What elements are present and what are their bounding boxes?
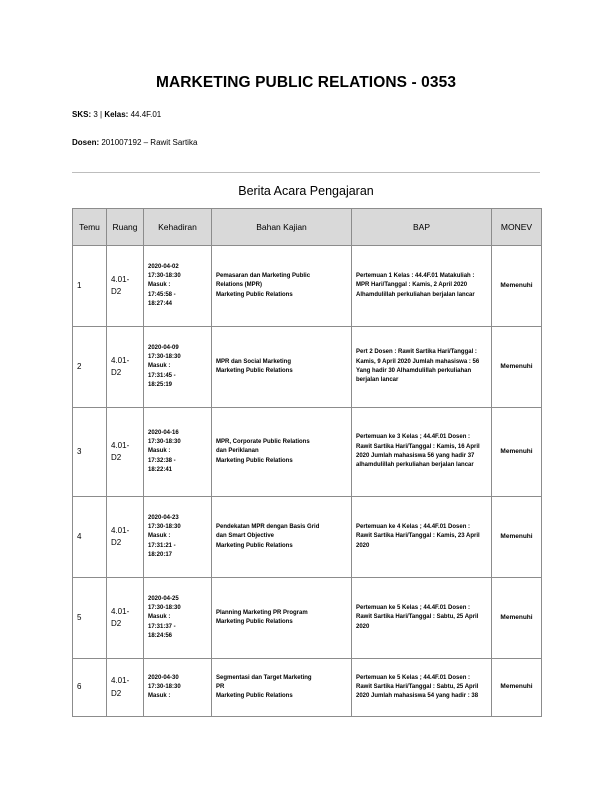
kehadiran-line: Masuk : [148, 614, 171, 621]
divider [72, 172, 540, 173]
kehadiran-line: 17:31:45 - [148, 372, 176, 379]
teaching-record-table [72, 208, 542, 717]
bahan-line: Marketing Public Relations [216, 619, 293, 625]
header-kehadiran: Kehadiran [144, 209, 212, 246]
kehadiran-line: Masuk : [148, 533, 171, 540]
monev-cell: Memenuhi [492, 659, 542, 717]
kehadiran-cell [144, 246, 212, 327]
ruang-cell [107, 408, 144, 497]
kehadiran-cell [144, 497, 212, 578]
ruang-line: 4.01- [111, 676, 130, 686]
bahan-line: Planning Marketing PR Program [216, 609, 308, 616]
dosen-value: 201007192 – Rawit Sartika [99, 138, 198, 147]
bap-text: Pert 2 Dosen : Rawit Sartika Hari/Tanggal : Kamis, 9 April 2020 Jumlah mahasiswa : 56 Yang hadir 30 Alhamdulillah perkuliahan berjalan lancar [356, 349, 480, 384]
bap-cell [352, 327, 492, 408]
ruang-line: 4.01- [111, 440, 130, 450]
bahan-line: Pemasaran dan Marketing Public [216, 273, 311, 280]
bahan-kajian-cell [212, 327, 352, 408]
header-bahan-kajian: Bahan Kajian [212, 209, 352, 246]
monev-cell: Memenuhi [492, 246, 542, 327]
bahan-line: MPR dan Social Marketing [216, 358, 292, 365]
kehadiran-line: 2020-04-30 [148, 674, 179, 681]
kehadiran-line: 2020-04-09 [148, 344, 179, 351]
temu-cell: 3 [73, 408, 107, 497]
dosen-label: Dosen: [72, 138, 100, 147]
monev-cell: Memenuhi [492, 327, 542, 408]
kehadiran-line: Masuk : [148, 693, 171, 700]
kehadiran-line: 17:30-18:30 [148, 683, 181, 690]
bahan-kajian-cell [212, 408, 352, 497]
kehadiran-cell [144, 659, 212, 717]
bahan-line: Marketing Public Relations [216, 542, 293, 549]
bahan-line: dan Smart Objective [216, 533, 275, 540]
temu-cell: 1 [73, 246, 107, 327]
table-row [73, 408, 542, 497]
sks-value: 3 | [91, 110, 105, 119]
ruang-line: 4.01- [111, 355, 130, 365]
kehadiran-line: 17:32:38 - [148, 457, 176, 464]
kehadiran-line: 2020-04-23 [148, 514, 179, 521]
lecturer-info [72, 138, 197, 147]
bahan-line: MPR, Corporate Public Relations [216, 439, 310, 446]
kehadiran-cell [144, 578, 212, 659]
ruang-line: D2 [111, 368, 122, 377]
bap-cell [352, 578, 492, 659]
kehadiran-cell [144, 408, 212, 497]
table-row [73, 497, 542, 578]
kehadiran-line: 2020-04-16 [148, 429, 179, 436]
bahan-line: Marketing Public Relations [216, 291, 293, 298]
kehadiran-line: Masuk : [148, 448, 171, 455]
bap-text: Pertemuan ke 3 Kelas ; 44.4F.01 Dosen : Rawit Sartika Hari/Tanggal : Kamis, 16 April 2020 Jumlah mahasiswa 56 yang hadir 37 alhamdulillah perkuliahan berjalan lancar [356, 434, 480, 469]
ruang-line: 4.01- [111, 274, 130, 284]
bap-text: Pertemuan 1 Kelas : 44.4F.01 Matakuliah : MPR Hari/Tanggal : Kamis, 2 April 2020 Alhamdulillah perkuliahan berjalan lancar [356, 273, 475, 298]
kehadiran-line: Masuk : [148, 363, 171, 370]
kehadiran-line: 17:30-18:30 [148, 354, 181, 361]
temu-cell: 5 [73, 578, 107, 659]
bahan-line: Marketing Public Relations [216, 368, 293, 374]
temu-cell: 6 [73, 659, 107, 717]
kehadiran-line: 17:31:21 - [148, 542, 176, 549]
kehadiran-line: Masuk : [148, 282, 171, 289]
bap-cell [352, 659, 492, 717]
table-body [73, 246, 542, 717]
kehadiran-line: 18:27:44 [148, 300, 173, 307]
kelas-value: 44.4F.01 [128, 110, 162, 119]
kehadiran-line: 17:30-18:30 [148, 524, 181, 531]
kehadiran-cell [144, 327, 212, 408]
bahan-kajian-cell [212, 497, 352, 578]
ruang-line: 4.01- [111, 525, 130, 535]
kehadiran-line: 2020-04-25 [148, 595, 179, 602]
kehadiran-line: 17:30-18:30 [148, 605, 181, 612]
ruang-cell [107, 497, 144, 578]
ruang-line: D2 [111, 619, 122, 628]
monev-cell: Memenuhi [492, 408, 542, 497]
section-title: Berita Acara Pengajaran [238, 184, 374, 198]
bahan-kajian-cell [212, 246, 352, 327]
bap-cell [352, 246, 492, 327]
kelas-label: Kelas: [104, 110, 129, 119]
header-monev: MONEV [492, 209, 542, 246]
monev-cell: Memenuhi [492, 497, 542, 578]
temu-cell: 2 [73, 327, 107, 408]
kehadiran-line: 17:31:37 - [148, 623, 176, 630]
bap-text: Pertemuan ke 5 Kelas ; 44.4F.01 Dosen : Rawit Sartika Hari/Tanggal : Sabtu, 25 April 2020 Jumlah mahasiswa 54 yang hadir : 38 [356, 674, 479, 700]
kehadiran-line: 17:30-18:30 [148, 273, 181, 280]
ruang-cell [107, 246, 144, 327]
kehadiran-line: 18:24:56 [148, 632, 173, 639]
bahan-kajian-cell [212, 578, 352, 659]
table-row [73, 246, 542, 327]
bahan-kajian-cell [212, 659, 352, 717]
bahan-line: Marketing Public Relations [216, 457, 293, 464]
bahan-line: dan Periklanan [216, 448, 259, 455]
monev-cell: Memenuhi [492, 578, 542, 659]
kehadiran-line: 17:45:58 - [148, 291, 176, 298]
bahan-line: PR [216, 683, 225, 690]
course-title: MARKETING PUBLIC RELATIONS - 0353 [155, 74, 457, 91]
temu-cell: 4 [73, 497, 107, 578]
header-ruang: Ruang [107, 209, 144, 246]
ruang-cell [107, 578, 144, 659]
ruang-cell [107, 659, 144, 717]
bahan-line: Marketing Public Relations [216, 693, 293, 700]
ruang-line: D2 [111, 453, 122, 462]
ruang-line: 4.01- [111, 606, 130, 616]
table-row [73, 659, 542, 717]
ruang-line: D2 [111, 287, 122, 296]
kehadiran-line: 17:30-18:30 [148, 439, 181, 446]
bap-text: Pertemuan ke 4 Kelas ; 44.4F.01 Dosen : Rawit Sartika Hari/Tanggal : Kamis, 23 April 2020 [356, 524, 480, 549]
ruang-line: D2 [111, 688, 122, 698]
bahan-line: Relations (MPR) [216, 282, 263, 289]
kehadiran-line: 18:22:41 [148, 466, 173, 473]
bahan-line: Pendekatan MPR dengan Basis Grid [216, 524, 320, 531]
kehadiran-line: 18:20:17 [148, 551, 173, 558]
kehadiran-line: 18:25:19 [148, 381, 173, 388]
bap-cell [352, 497, 492, 578]
table-header-row [73, 209, 542, 246]
header-bap: BAP [352, 209, 492, 246]
header-temu: Temu [73, 209, 107, 246]
ruang-line: D2 [111, 538, 122, 547]
bahan-line: Segmentasi dan Target Marketing [216, 674, 312, 681]
kehadiran-line: 2020-04-02 [148, 263, 179, 270]
bap-cell [352, 408, 492, 497]
course-info [72, 110, 161, 119]
table-row [73, 327, 542, 408]
ruang-cell [107, 327, 144, 408]
table-row [73, 578, 542, 659]
sks-label: SKS: [72, 110, 92, 119]
bap-text: Pertemuan ke 5 Kelas ; 44.4F.01 Dosen : Rawit Sartika Hari/Tanggal : Sabtu, 25 April 2020 [356, 605, 479, 630]
